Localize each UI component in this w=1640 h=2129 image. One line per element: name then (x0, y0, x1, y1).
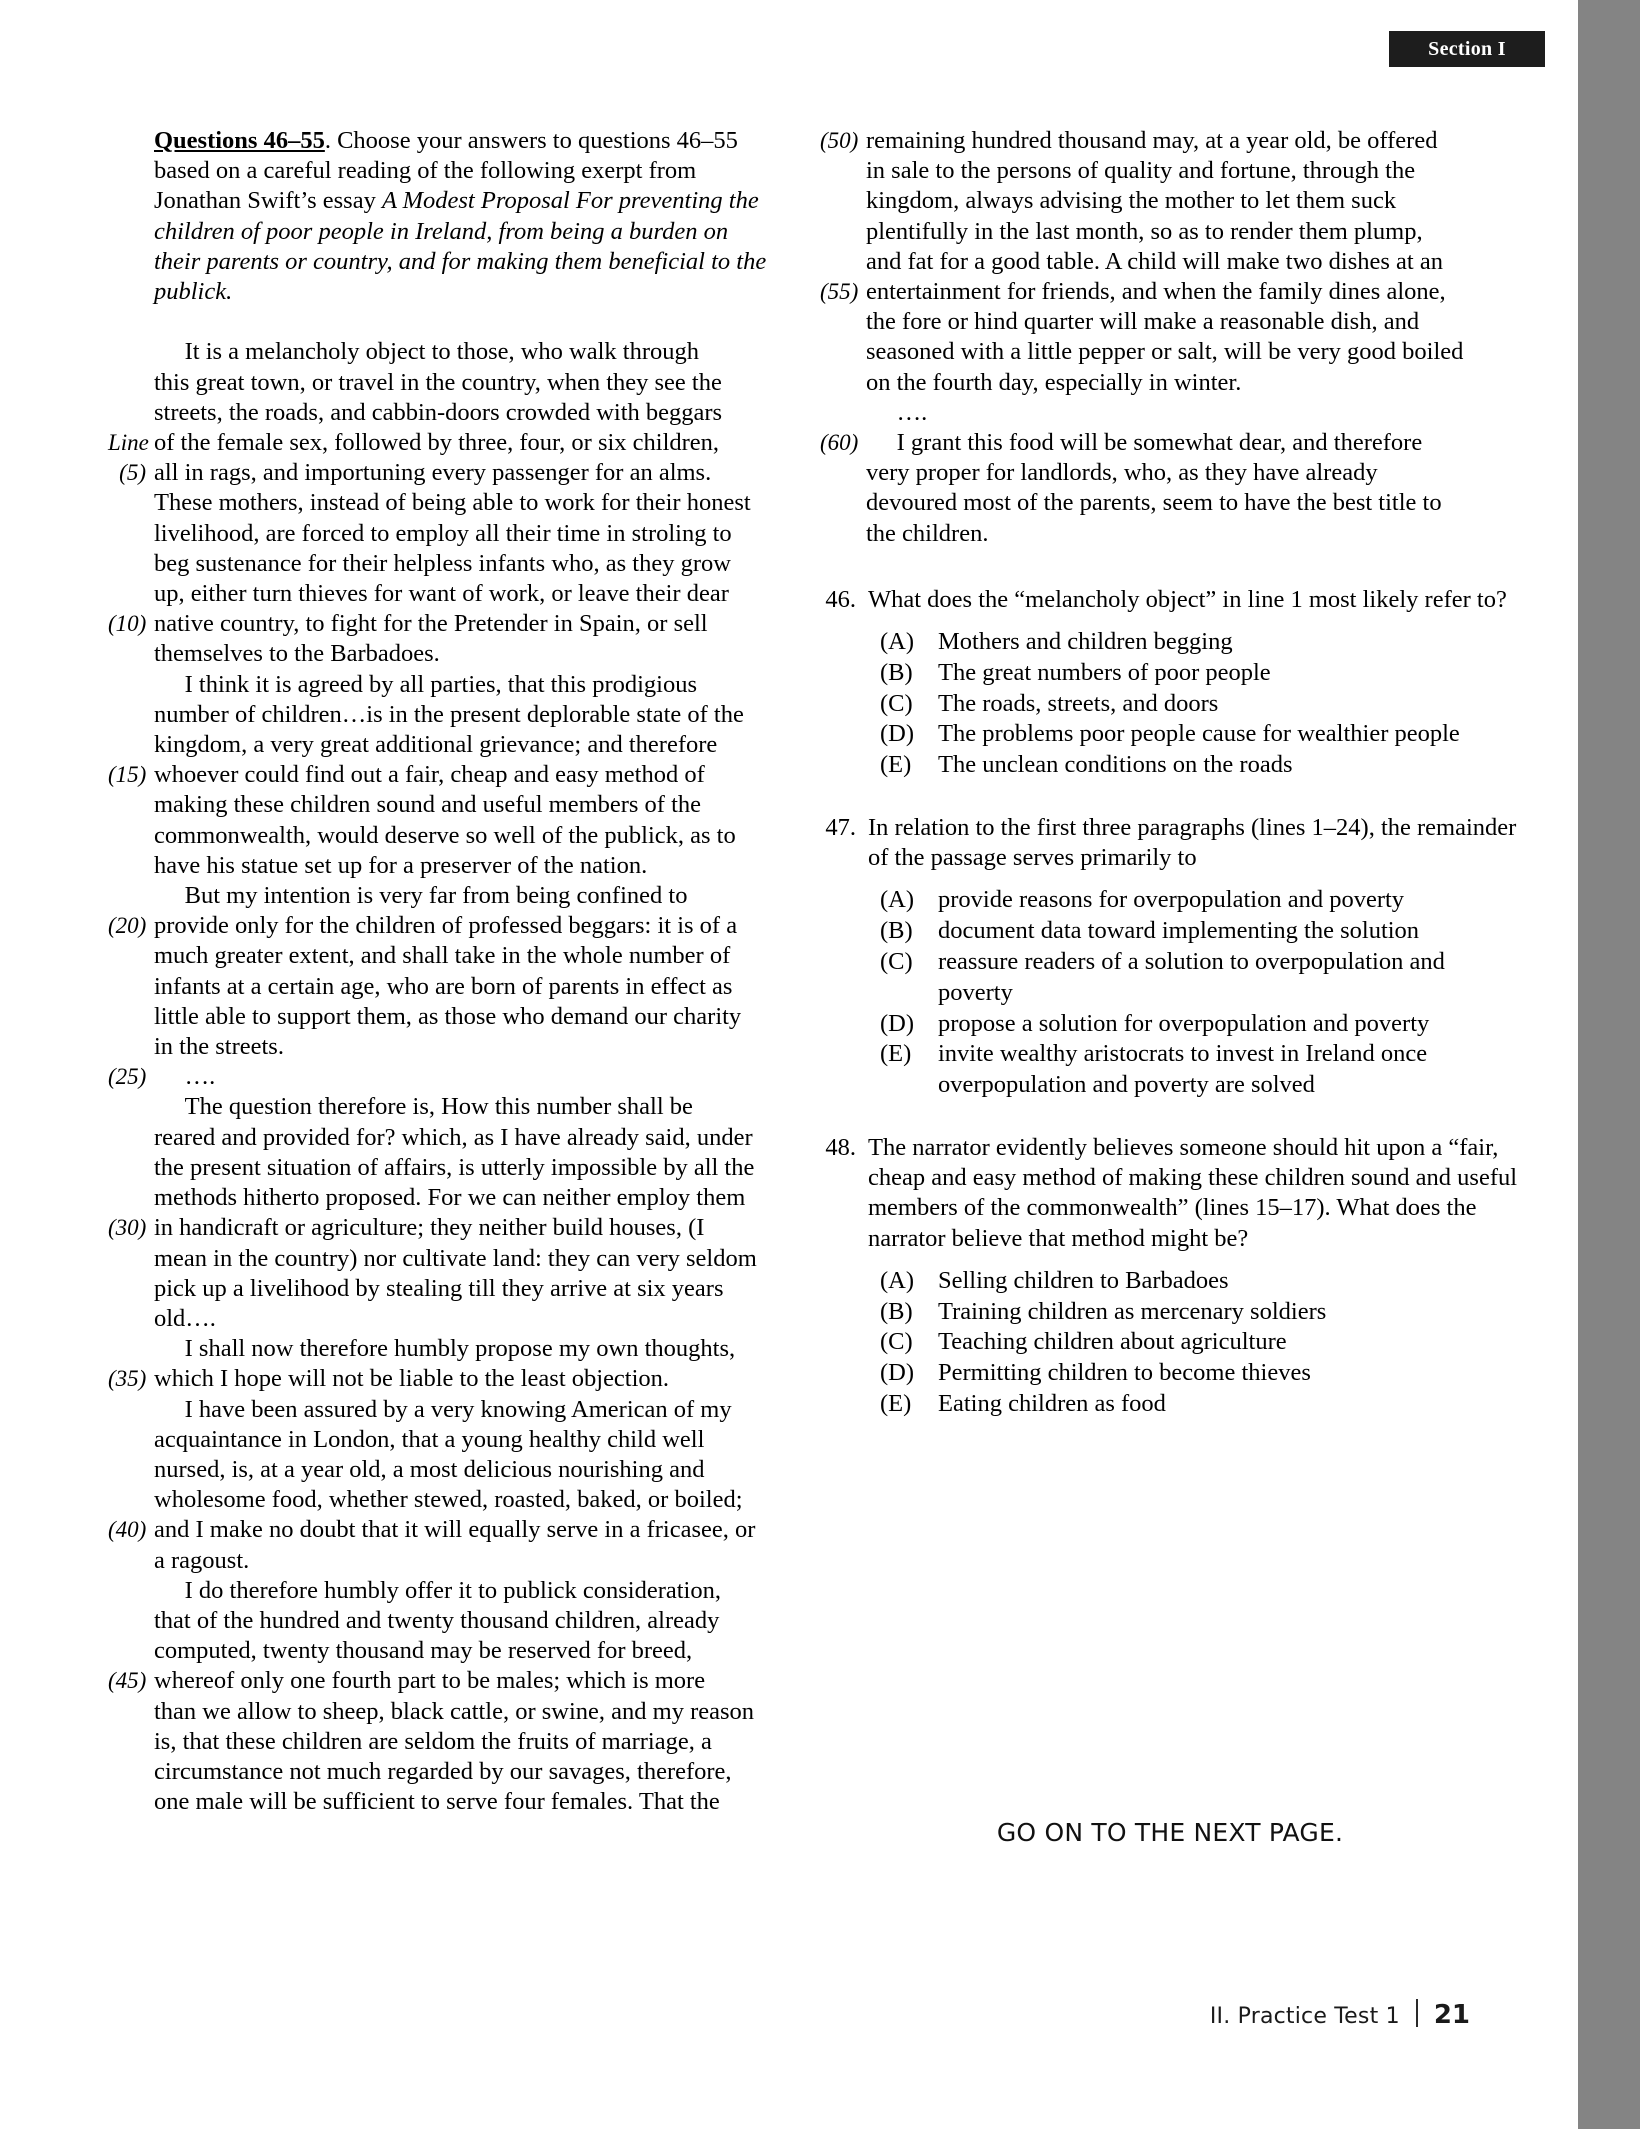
passage-line-text: livelihood, are forced to employ all their time in stroling to (154, 519, 732, 547)
choice-label: (B) (880, 1297, 913, 1325)
line-number: (15) (108, 762, 147, 788)
passage-line (108, 1334, 780, 1364)
choice-label: (E) (880, 751, 912, 779)
passage-line-text: remaining hundred thousand may, at a year old, be offered (866, 127, 1438, 154)
passage-line-text: methods hitherto proposed. For we can neither employ them (154, 1184, 746, 1212)
passage-line-text: which I hope will not be liable to the least objection. (154, 1365, 670, 1393)
passage-line-text: in the streets. (154, 1033, 284, 1061)
passage-line-text: kingdom, always advising the mother to let them suck (866, 187, 1397, 215)
answer-choices (820, 1266, 1520, 1420)
passage-line-text: a ragoust. (154, 1546, 250, 1574)
answer-choice[interactable] (820, 1327, 1520, 1358)
left-column (108, 126, 780, 1817)
passage-lines-left (108, 337, 780, 1817)
passage-line-text: and I make no doubt that it will equally serve in a fricasee, or (154, 1516, 756, 1544)
passage-line-text: is, that these children are seldom the fruits of marriage, a (154, 1727, 712, 1755)
question-text: In relation to the first three paragraphs (lines 1–24), the remainder of the passage serves primarily to (868, 814, 1517, 872)
passage-line (108, 1032, 780, 1062)
passage-line (108, 1304, 780, 1334)
question-stem (820, 813, 1520, 873)
question-number: 47. (825, 814, 856, 842)
passage-line (108, 670, 780, 700)
passage-line (108, 519, 780, 549)
choice-text: Training children as mercenary soldiers (938, 1297, 1327, 1325)
answer-choice[interactable] (820, 627, 1520, 658)
passage-line-text: of the female sex, followed by three, four, or six children, (154, 429, 720, 457)
choice-label: (A) (880, 1266, 915, 1294)
answer-choice[interactable] (820, 916, 1520, 947)
passage-line-text: have his statue set up for a preserver of the nation. (154, 851, 648, 879)
passage-line-text: beg sustenance for their helpless infants who, as they grow (154, 549, 731, 577)
choice-label: (C) (880, 948, 913, 976)
passage-line (108, 1666, 780, 1696)
passage-line-text: computed, twenty thousand may be reserved for breed, (154, 1637, 693, 1665)
passage-line-text: wholesome food, whether stewed, roasted, baked, or boiled; (154, 1486, 743, 1514)
passage-line-text: the fore or hind quarter will make a reasonable dish, and (866, 308, 1420, 336)
passage-line (108, 398, 780, 428)
choice-label: (B) (880, 658, 913, 686)
choice-label: (D) (880, 1359, 915, 1387)
passage-lines-right (820, 126, 1520, 549)
line-number: (60) (820, 430, 859, 456)
passage-line-text: streets, the roads, and cabbin-doors crowded with beggars (154, 398, 723, 426)
passage-line (108, 1183, 780, 1213)
question-block (820, 813, 1520, 1101)
passage-line (108, 337, 780, 367)
passage-line (108, 1002, 780, 1032)
section-tab: Section I (1389, 31, 1545, 67)
passage-line-text: nursed, is, at a year old, a most delicious nourishing and (154, 1455, 705, 1483)
passage-line (820, 519, 1520, 549)
passage-line (108, 881, 780, 911)
passage-line (108, 1123, 780, 1153)
answer-choice[interactable] (820, 1009, 1520, 1040)
passage-line-text: But my intention is very far from being confined to (154, 882, 688, 910)
passage-line-text: that of the hundred and twenty thousand children, already (154, 1606, 720, 1634)
spacer (108, 307, 780, 337)
passage-line (108, 1515, 780, 1545)
passage-line (108, 368, 780, 398)
answer-choice[interactable] (820, 719, 1520, 750)
question-block (820, 585, 1520, 781)
passage-line (108, 549, 780, 579)
passage-line (108, 1244, 780, 1274)
passage-line (108, 488, 780, 518)
passage-line (820, 126, 1520, 156)
choice-text: invite wealthy aristocrats to invest in Ireland once overpopulation and poverty are solved (938, 1040, 1428, 1099)
question-text: The narrator evidently believes someone should hit upon a “fair, cheap and easy method of making these children sound and useful members of the commonwealth” (lines 15–17). What does the narrator believe that method might be? (868, 1134, 1518, 1252)
passage-line (108, 609, 780, 639)
passage-line-text: the children. (866, 519, 989, 547)
choice-label: (B) (880, 917, 913, 945)
passage-line (820, 247, 1520, 277)
passage-line (108, 941, 780, 971)
passage-line-text: The question therefore is, How this number shall be (154, 1093, 693, 1121)
passage-line-text: entertainment for friends, and when the family dines alone, (866, 278, 1446, 306)
passage-line (820, 488, 1520, 518)
answer-choice[interactable] (820, 1266, 1520, 1297)
passage-line-text: on the fourth day, especially in winter. (866, 368, 1242, 396)
passage-line (108, 1062, 780, 1092)
passage-line (820, 156, 1520, 186)
line-number: (20) (108, 913, 147, 939)
answer-choice[interactable] (820, 1358, 1520, 1389)
passage-line-text: themselves to the Barbadoes. (154, 640, 440, 668)
line-number: (50) (820, 128, 859, 153)
question-number: 46. (825, 585, 856, 613)
passage-line-text: whoever could find out a fair, cheap and easy method of (154, 761, 705, 789)
line-number: (25) (108, 1064, 147, 1090)
passage-line-text: the present situation of affairs, is utterly impossible by all the (154, 1153, 755, 1181)
passage-line (820, 458, 1520, 488)
passage-line (108, 1395, 780, 1425)
passage-line (108, 1213, 780, 1243)
choice-label: (C) (880, 1328, 913, 1356)
passage-line-text: very proper for landlords, who, as they have already (866, 459, 1378, 487)
line-number: (40) (108, 1517, 147, 1543)
passage-line-text: this great town, or travel in the country, when they see the (154, 368, 722, 396)
passage-line (108, 1274, 780, 1304)
essay-title: A Modest Proposal For preventing the children of poor people in Ireland, from being a burden on their parents or country, and for making them beneficial to the publick. (154, 187, 767, 306)
passage-line-text: number of children…is in the present deplorable state of the (154, 700, 744, 728)
question-text: What does the “melancholy object” in line 1 most likely refer to? (868, 585, 1507, 613)
passage-line (820, 368, 1520, 398)
answer-choice[interactable] (820, 947, 1520, 1009)
passage-line (108, 579, 780, 609)
choice-text: The problems poor people cause for wealthier people (938, 720, 1460, 748)
passage-line (108, 851, 780, 881)
passage-line-text: These mothers, instead of being able to work for their honest (154, 489, 751, 517)
line-number: (45) (108, 1668, 147, 1694)
passage-line (108, 639, 780, 669)
page-footer (1210, 1995, 1470, 2030)
passage-line (820, 186, 1520, 216)
choice-text: Teaching children about agriculture (938, 1328, 1287, 1356)
answer-choice[interactable] (820, 1297, 1520, 1328)
question-stem (820, 585, 1520, 615)
passage-line-text: acquaintance in London, that a young healthy child well (154, 1425, 705, 1453)
passage-line (108, 1153, 780, 1183)
passage-line-text: I do therefore humbly offer it to publick consideration, (154, 1576, 721, 1604)
passage-line-text: old…. (154, 1304, 216, 1332)
passage-line (108, 1606, 780, 1636)
passage-line (820, 307, 1520, 337)
passage-line (108, 1727, 780, 1757)
passage-line-text: than we allow to sheep, black cattle, or swine, and my reason (154, 1697, 755, 1725)
passage-line-text: all in rags, and importuning every passenger for an alms. (154, 459, 712, 487)
spacer (820, 549, 1520, 585)
passage-line (820, 217, 1520, 247)
passage-line-text: making these children sound and useful members of the (154, 791, 702, 819)
answer-choice[interactable] (820, 750, 1520, 781)
question-number: 48. (825, 1134, 856, 1162)
passage-line-text: reared and provided for? which, as I have already said, under (154, 1123, 753, 1151)
choice-text: reassure readers of a solution to overpopulation and poverty (938, 948, 1445, 1006)
passage-line (108, 760, 780, 790)
choice-text: Mothers and children begging (938, 628, 1233, 656)
choice-label: (A) (880, 886, 915, 914)
passage-line (108, 790, 780, 820)
passage-line (108, 1757, 780, 1787)
passage-line-text: seasoned with a little pepper or salt, will be very good boiled (866, 338, 1464, 366)
passage-line-text: much greater extent, and shall take in the whole number of (154, 942, 731, 970)
passage-line-text: and fat for a good table. A child will make two dishes at an (866, 247, 1443, 275)
choice-text: The roads, streets, and doors (938, 689, 1219, 717)
passage-line-text: one male will be sufficient to serve four females. That the (154, 1788, 720, 1816)
footer-book-part: II. Practice Test 1 (1209, 2004, 1400, 2029)
line-number: (55) (820, 279, 859, 305)
passage-line-text: whereof only one fourth part to be males; which is more (154, 1667, 706, 1695)
passage-line (108, 821, 780, 851)
passage-line (108, 1546, 780, 1576)
passage-line-text: circumstance not much regarded by our savages, therefore, (154, 1757, 732, 1785)
choice-text: The great numbers of poor people (938, 658, 1271, 686)
passage-line (108, 1364, 780, 1394)
passage-line (108, 972, 780, 1002)
choice-text: Selling children to Barbadoes (938, 1266, 1229, 1294)
passage-line (108, 911, 780, 941)
choice-text: The unclean conditions on the roads (938, 751, 1293, 779)
choice-text: propose a solution for overpopulation and poverty (938, 1009, 1430, 1037)
choice-text: provide reasons for overpopulation and poverty (938, 886, 1405, 914)
passage-line-text: …. (154, 1063, 216, 1091)
answer-choice[interactable] (820, 1389, 1520, 1420)
passage-line (108, 458, 780, 488)
passage-line (108, 1092, 780, 1122)
line-number: (35) (108, 1366, 147, 1392)
answer-choices (820, 885, 1520, 1101)
passage-line-text: I have been assured by a very knowing American of my (154, 1395, 732, 1423)
passage-line-text: mean in the country) nor cultivate land: they can very seldom (154, 1244, 757, 1272)
choice-label: (E) (880, 1390, 912, 1418)
answer-choice[interactable] (820, 689, 1520, 720)
passage-line-text: kingdom, a very great additional grievance; and therefore (154, 731, 718, 759)
choice-label: (E) (880, 1040, 912, 1068)
go-on-notice: GO ON TO THE NEXT PAGE. (996, 1818, 1344, 1847)
line-number: (30) (108, 1215, 147, 1241)
passage-line-text: little able to support them, as those who demand our charity (154, 1002, 742, 1030)
footer-divider (1416, 1999, 1418, 2027)
choice-label: (C) (880, 689, 913, 717)
answer-choice[interactable] (820, 658, 1520, 689)
line-number: Line (108, 430, 149, 456)
passage-line-text: provide only for the children of professed beggars: it is of a (154, 912, 738, 940)
passage-line (108, 1787, 780, 1817)
right-column (820, 126, 1520, 1420)
passage-line-text: devoured most of the parents, seem to have the best title to (866, 489, 1442, 517)
passage-line-text: I grant this food will be somewhat dear, and therefore (866, 429, 1423, 457)
choice-label: (A) (880, 628, 915, 656)
passage-line (820, 428, 1520, 458)
answer-choice[interactable] (820, 885, 1520, 916)
passage-line (108, 1485, 780, 1515)
footer-page-number: 21 (1433, 2000, 1470, 2030)
passage-directions (108, 126, 780, 307)
passage-line (108, 1425, 780, 1455)
choice-text: Permitting children to become thieves (938, 1359, 1311, 1387)
passage-line (820, 337, 1520, 367)
passage-line-text: I think it is agreed by all parties, that this prodigious (154, 670, 697, 698)
passage-line-text: infants at a certain age, who are born of parents in effect as (154, 972, 733, 1000)
passage-line (108, 1697, 780, 1727)
page-edge-bar (1578, 0, 1640, 2129)
passage-line-text: …. (866, 398, 928, 426)
choice-text: Eating children as food (938, 1390, 1166, 1418)
passage-line (820, 277, 1520, 307)
choice-text: document data toward implementing the solution (938, 917, 1420, 945)
choice-label: (D) (880, 1009, 915, 1037)
passage-line-text: up, either turn thieves for want of work, or leave their dear (154, 580, 729, 608)
passage-line (108, 1455, 780, 1485)
directions-text: . Choose your answers to questions 46–55 based on a careful reading of the following exerpt from Jonathan Swift’s essay (154, 127, 738, 215)
passage-line (108, 1636, 780, 1666)
passage-line (820, 398, 1520, 428)
line-number: (5) (119, 460, 146, 486)
answer-choice[interactable] (820, 1039, 1520, 1101)
passage-line-text: native country, to fight for the Pretender in Spain, or sell (154, 610, 708, 638)
choice-label: (D) (880, 720, 915, 748)
question-list (820, 585, 1520, 1420)
passage-line-text: plentifully in the last month, so as to render them plump, (866, 217, 1423, 245)
passage-line-text: in sale to the persons of quality and fortune, through the (866, 157, 1416, 185)
line-number: (10) (108, 611, 147, 637)
passage-line (108, 730, 780, 760)
passage-line-text: It is a melancholy object to those, who walk through (154, 338, 700, 366)
questions-range-heading: Questions 46–55 (154, 127, 325, 154)
passage-line-text: in handicraft or agriculture; they neither build houses, (I (154, 1214, 705, 1242)
passage-line (108, 700, 780, 730)
question-block (820, 1133, 1520, 1420)
passage-line-text: I shall now therefore humbly propose my own thoughts, (154, 1335, 736, 1363)
question-stem (820, 1133, 1520, 1254)
answer-choices (820, 627, 1520, 781)
passage-line-text: commonwealth, would deserve so well of the publick, as to (154, 821, 736, 849)
passage-line-text: pick up a livelihood by stealing till they arrive at six years (154, 1274, 724, 1302)
passage-line (108, 428, 780, 458)
passage-line (108, 1576, 780, 1606)
